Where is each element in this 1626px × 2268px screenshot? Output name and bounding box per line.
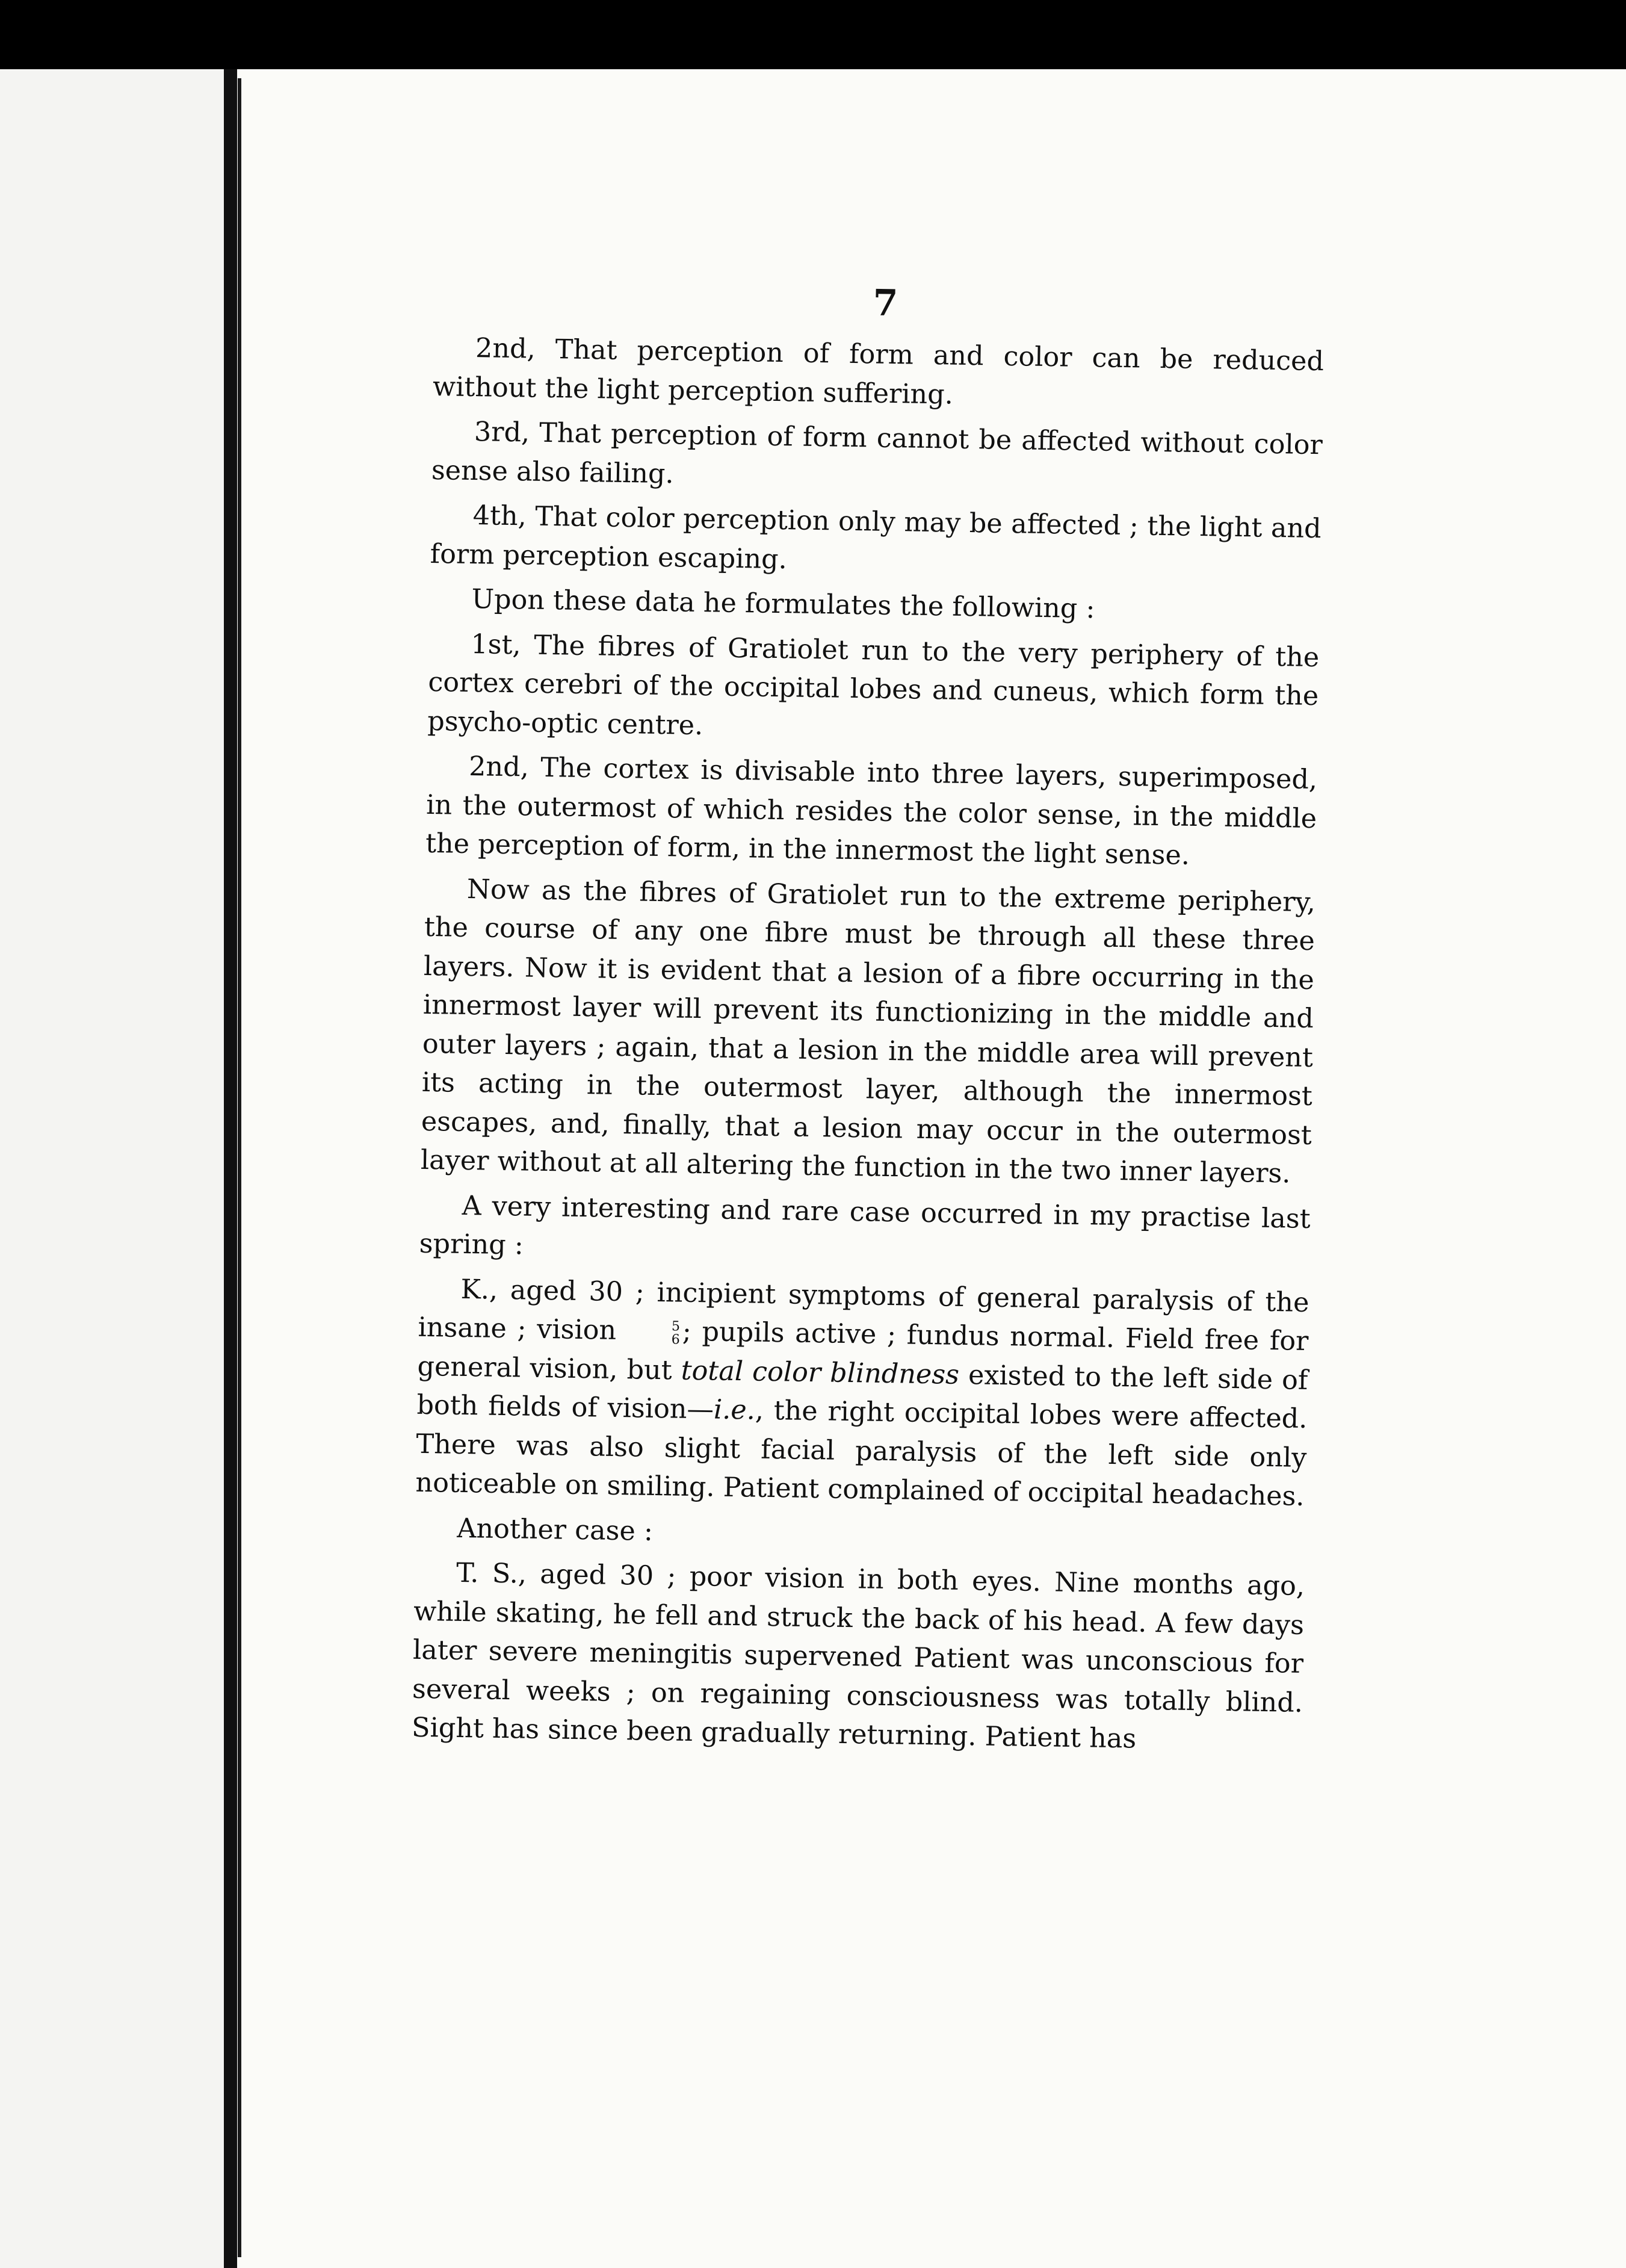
paragraph: Now as the fibres of Gratiolet run to the extreme periphery, the course of any one fibre must be through all these three layers. Now it is evident that a lesion of a fibre occurring in the innermost layer will prevent its functionizing in the middle and outer layers ; again, that a lesion in the middle area will prevent its acting in the outermost layer, although the innermost escapes, and, finally, that a lesion may occur in the outermost layer without at all altering the function in the two inner layers. <box>420 873 1316 1189</box>
paragraph: 1st, The fibres of Gratiolet run to the very periphery of the cortex cerebri of the occipital lobes and cuneus, which form the psycho-optic centre. <box>427 628 1320 741</box>
text-run: K., aged 30 ; incipient symptoms of general paralysis of the insane ; vision <box>418 1274 1309 1346</box>
paragraph-case-k <box>415 1269 1309 1516</box>
gutter-shadow <box>224 69 237 2268</box>
paragraph: 4th, That color perception only may be affected ; the light and form perception escaping. <box>430 500 1322 575</box>
fraction <box>629 1319 681 1346</box>
italic-text: i.e. <box>713 1394 756 1426</box>
text-run: existed to the left side of both fields of vision— <box>416 1359 1308 1425</box>
paragraph: Upon these data he formulates the following : <box>471 584 1095 625</box>
page-number: 7 <box>872 282 898 325</box>
page-text <box>412 277 1325 1761</box>
text-run: , the right occipital lobes were affected. There was also slight facial paralysis of the left side only noticeable on smiling. Patient complained of occipital headaches. <box>415 1395 1308 1512</box>
text-run: ; pupils active ; fundus normal. Field free for general vision, but <box>417 1316 1309 1386</box>
previous-page-edge <box>0 69 224 2268</box>
spine-line <box>238 78 241 2257</box>
paragraph: 2nd, The cortex is divisable into three layers, superimposed, in the outermost of which resides the color sense, in the middle the perception of form, in the innermost the light sense. <box>425 751 1318 871</box>
paragraph: 2nd, That perception of form and color can be reduced without the light perception suffering. <box>432 333 1325 411</box>
paragraph: T. S., aged 30 ; poor vision in both eyes. Nine months ago, while skating, he fell and struck the back of his head. A few days later severe meningitis supervened Patient was unconscious for several weeks ; on regaining consciousness was totally blind. Sight has since been gradually returning. Patient has <box>411 1557 1305 1755</box>
paragraph: A very interesting and rare case occurred in my practise last spring : <box>419 1190 1311 1261</box>
italic-text: total color blindness <box>681 1355 960 1390</box>
fraction-denominator: 6 <box>671 1331 680 1348</box>
fraction-numerator: 5 <box>671 1318 681 1334</box>
paragraph: Another case : <box>456 1513 654 1547</box>
paragraph: 3rd, That perception of form cannot be affected without color sense also failing. <box>431 417 1323 489</box>
